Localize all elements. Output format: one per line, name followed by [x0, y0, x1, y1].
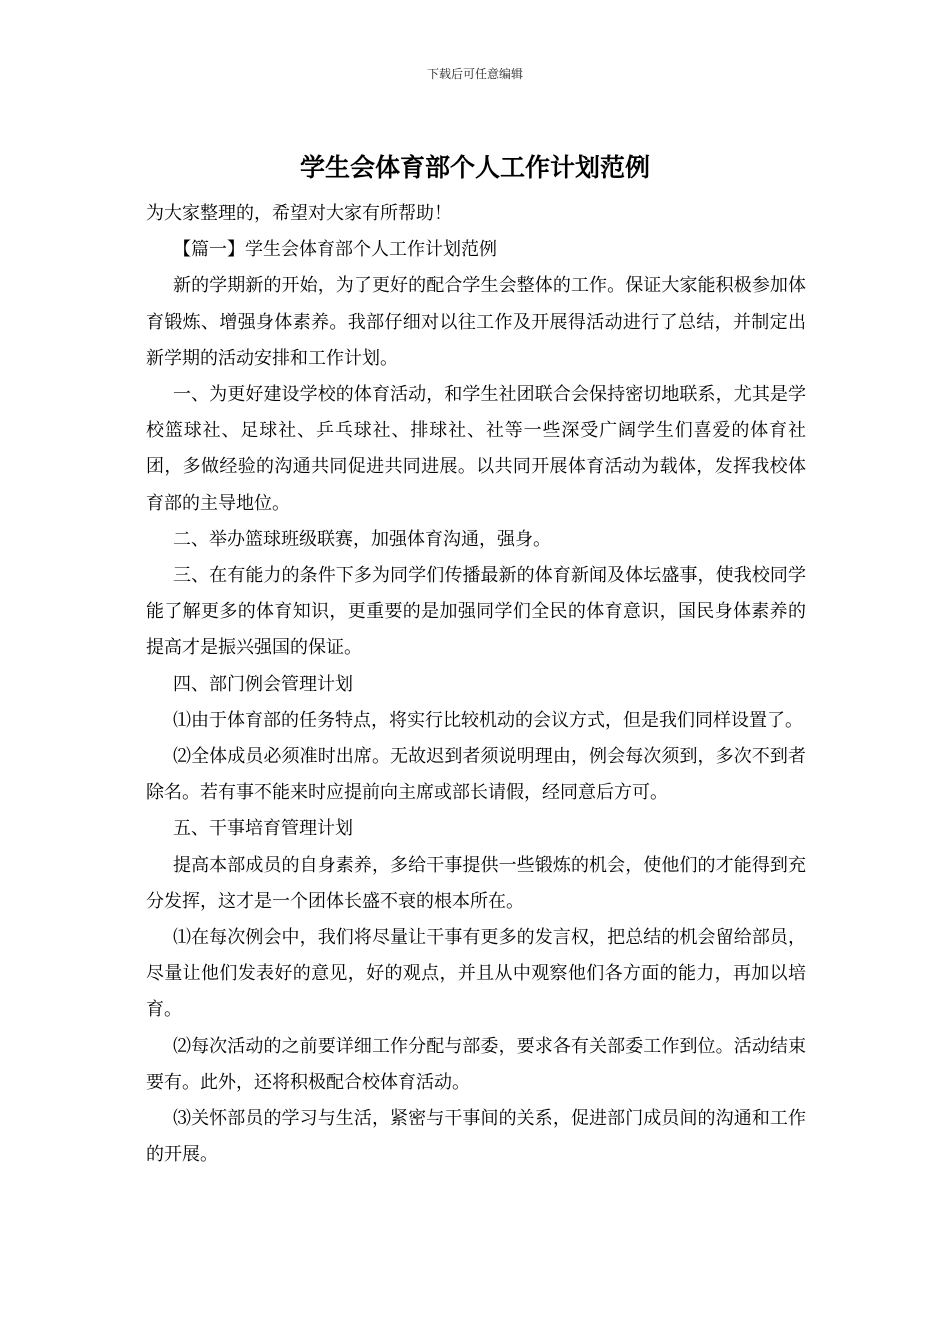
document-title: 学生会体育部个人工作计划范例: [299, 153, 650, 182]
header-note: 下载后可任意编辑: [426, 67, 523, 81]
document-body: [146, 196, 806, 1173]
paragraph-intro: 为大家整理的，希望对大家有所帮助！: [146, 203, 452, 224]
paragraph-item-5-intro: 提高本部成员的自身素养，多给干事提供一些锻炼的机会，使他们的才能得到充分发挥，这才是一个团体长盛不衰的根本所在。: [146, 854, 806, 912]
paragraph-item-4-sub-1: ⑴由于体育部的任务特点，将实行比较机动的会议方式，但是我们同样设置了。: [173, 709, 803, 731]
paragraph-item-4-heading: 四、部门例会管理计划: [173, 673, 353, 695]
paragraph-section-heading: 【篇一】学生会体育部个人工作计划范例: [173, 239, 497, 261]
paragraph-item-5-sub-1: ⑴在每次例会中，我们将尽量让干事有更多的发言权，把总结的机会留给部员，尽量让他们发表好的意见，好的观点，并且从中观察他们各方面的能力，再加以培育。: [146, 927, 806, 1021]
paragraph-item-1: 一、为更好建设学校的体育活动，和学生社团联合会保持密切地联系，尤其是学校篮球社、足球社、乒乓球社、排球社、社等一些深受广阔学生们喜爱的体育社团，多做经验的沟通共同促进共同进展。以共同开展体育活动为载体，发挥我校体育部的主导地位。: [146, 384, 806, 514]
paragraph-item-3: 三、在有能力的条件下多为同学们传播最新的体育新闻及体坛盛事，使我校同学能了解更多的体育知识，更重要的是加强同学们全民的体育意识，国民身体素养的提高才是振兴强国的保证。: [146, 565, 806, 659]
paragraph-item-2: 二、举办篮球班级联赛，加强体育沟通，强身。: [173, 528, 551, 550]
paragraph-item-4-sub-2: ⑵全体成员必须准时出席。无故迟到者须说明理由，例会每次须到，多次不到者除名。若有事不能来时应提前向主席或部长请假，经同意后方可。: [146, 746, 806, 804]
paragraph-opening: 新的学期新的开始，为了更好的配合学生会整体的工作。保证大家能积极参加体育锻炼、增强身体素养。我部仔细对以往工作及开展得活动进行了总结，并制定出新学期的活动安排和工作计划。: [146, 275, 806, 369]
paragraph-item-5-sub-2: ⑵每次活动的之前要详细工作分配与部委，要求各有关部委工作到位。活动结束要有。此外，还将积极配合校体育活动。: [146, 1035, 806, 1093]
paragraph-item-5-sub-3: ⑶关怀部员的学习与生活，紧密与干事间的关系，促进部门成员间的沟通和工作的开展。: [146, 1108, 806, 1166]
paragraph-item-5-heading: 五、干事培育管理计划: [173, 818, 353, 840]
